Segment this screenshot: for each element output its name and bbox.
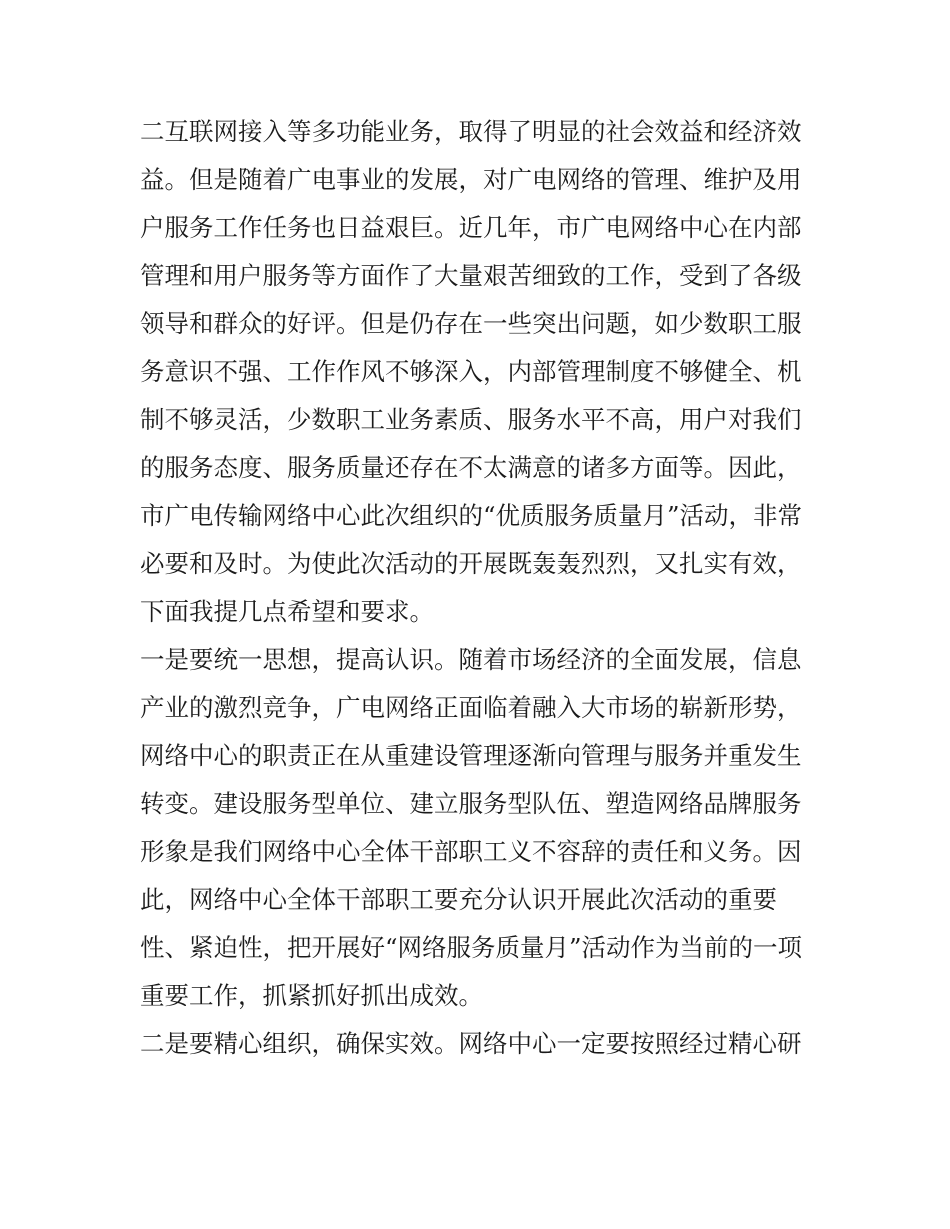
text-line: 必要和及时。为使此次活动的开展既轰轰烈烈，又扎实有效， [140,549,802,578]
text-line: 户服务工作任务也日益艰巨。近几年，市广电网络中心在内部 [140,213,802,242]
text-line: 二是要精心组织，确保实效。网络中心一定要按照经过精心研 [140,1029,802,1058]
text-line: 制不够灵活，少数职工业务素质、服务水平不高，用户对我们 [140,405,802,434]
text-line: 下面我提几点希望和要求。 [140,597,434,626]
text-line: 重要工作，抓紧抓好抓出成效。 [140,981,483,1010]
text-line: 形象是我们网络中心全体干部职工义不容辞的责任和义务。因 [140,837,802,866]
text-line: 一是要统一思想，提高认识。随着市场经济的全面发展，信息 [140,645,802,674]
text-line: 转变。建设服务型单位、建立服务型队伍、塑造网络品牌服务 [140,789,802,818]
text-line: 管理和用户服务等方面作了大量艰苦细致的工作，受到了各级 [140,261,802,290]
text-line: 性、紧迫性，把开展好“网络服务质量月”活动作为当前的一项 [140,933,803,962]
text-line: 产业的激烈竞争，广电网络正面临着融入大市场的崭新形势， [140,693,802,722]
body-text [140,108,820,1068]
text-line: 市广电传输网络中心此次组织的“优质服务质量月”活动，非常 [140,501,803,530]
text-line: 网络中心的职责正在从重建设管理逐渐向管理与服务并重发生 [140,741,802,770]
text-line: 二互联网接入等多功能业务，取得了明显的社会效益和经济效 [140,117,802,146]
text-line: 务意识不强、工作作风不够深入，内部管理制度不够健全、机 [140,357,802,386]
text-line: 此，网络中心全体干部职工要充分认识开展此次活动的重要 [140,885,777,914]
text-line: 的服务态度、服务质量还存在不太满意的诸多方面等。因此， [140,453,802,482]
text-line: 益。但是随着广电事业的发展，对广电网络的管理、维护及用 [140,165,802,194]
text-line: 领导和群众的好评。但是仍存在一些突出问题，如少数职工服 [140,309,802,338]
